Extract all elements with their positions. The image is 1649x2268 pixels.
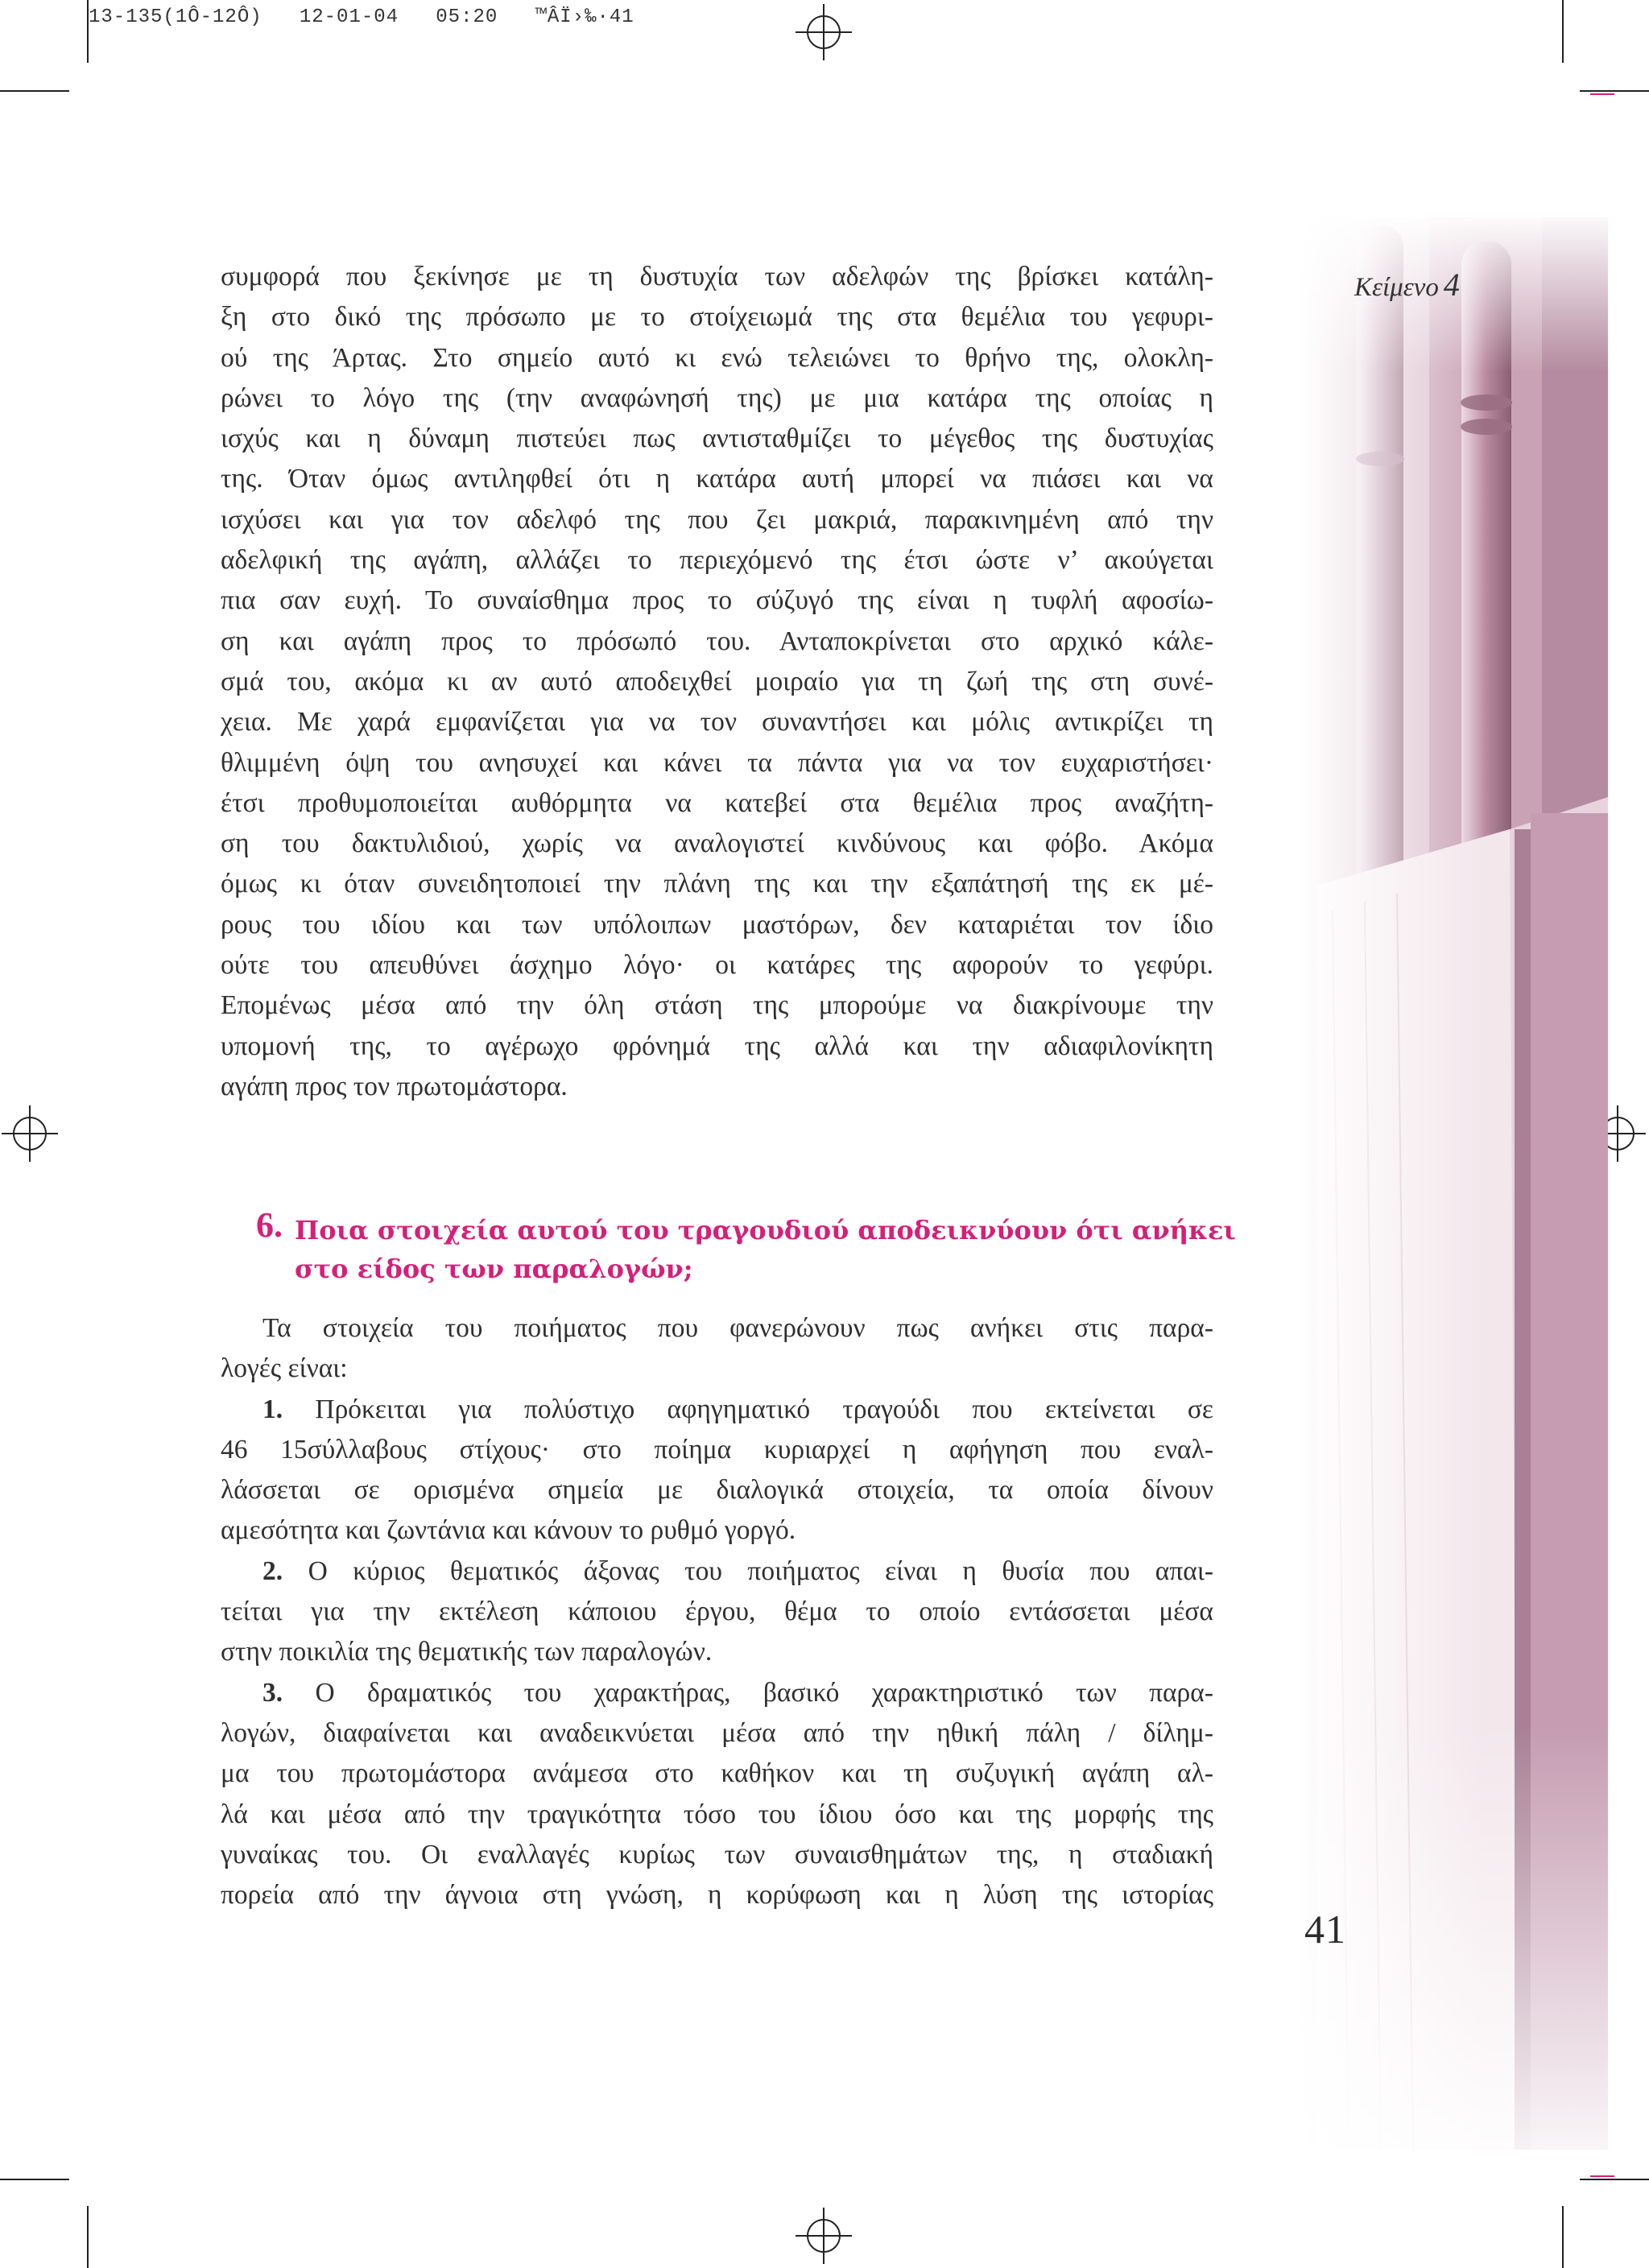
crop-mark	[1580, 90, 1649, 92]
text-line: γυναίκας του. Οι εναλλαγές κυρίως των συναισθημάτων της, η σταδιακή	[221, 1839, 1213, 1869]
crop-mark	[87, 0, 89, 63]
list-item-first-line	[221, 1390, 1213, 1430]
text-line: ρους του ιδίου και των υπόλοιπων μαστόρων, δεν καταριέται τον ίδιο	[221, 909, 1213, 940]
text-line: λά και μέσα από την τραγικότητα τόσο του ίδιου όσο και της μορφής της	[221, 1799, 1213, 1829]
chapter-label-text: Κείμενο	[1354, 273, 1439, 302]
text-line: Τα στοιχεία του ποιήματος που φανερώνουν πως ανήκει στις παρα-	[262, 1313, 1213, 1343]
text-line: ού της Άρτας. Στο σημείο αυτό κι ενώ τελειώνει το θρήνο της, ολοκλη-	[221, 342, 1213, 373]
text-line: όμως κι όταν συνειδητοποιεί την πλάνη της και την εξαπάτησή της εκ μέ-	[221, 869, 1213, 899]
text-line: τείται για την εκτέλεση κάποιου έργου, θέμα το οποίο εντάσσεται μέσα	[221, 1597, 1213, 1627]
list-item-number: 3.	[262, 1677, 283, 1708]
color-bar-mark	[1590, 93, 1614, 95]
registration-mark-icon	[796, 2208, 852, 2264]
question-heading	[256, 1205, 1236, 1288]
question-line: στο είδος των παραλογών;	[295, 1254, 693, 1284]
text-line: θλιμμένη όψη του ανησυχεί και κάνει τα πάντα για να τον ευχαριστήσει·	[221, 747, 1213, 778]
registration-mark-icon	[2, 1105, 58, 1162]
text-line: ρώνει το λόγο της (την αναφώνησή της) με μια κατάρα της οποίας η	[221, 382, 1213, 413]
text-line: ση του δακτυλιδιού, χωρίς να αναλογιστεί κινδύνους και φόβο. Ακόμα	[221, 828, 1213, 859]
body-text-block-1	[221, 257, 1213, 1107]
text-line: ση και αγάπη προς το πρόσωπό του. Ανταποκρίνεται στο αρχικό κάλε-	[221, 626, 1213, 656]
text-line: αδελφική της αγάπη, αλλάζει το περιεχόμενό της έτσι ώστε ν’ ακούγεται	[221, 545, 1213, 576]
color-bar-mark	[1590, 2175, 1614, 2177]
list-item-number: 1.	[262, 1394, 283, 1424]
crop-mark	[87, 2206, 89, 2268]
registration-mark-icon	[796, 4, 852, 60]
text-line: υπομονή της, το αγέρωχο φρόνημά της αλλά και την αδιαφιλονίκητη	[221, 1031, 1213, 1061]
decorative-books-photo	[1300, 217, 1608, 2150]
text-line: λογές είναι:	[221, 1353, 348, 1384]
crop-mark	[1562, 2206, 1564, 2268]
list-item-number: 2.	[262, 1555, 283, 1586]
text-line: 46 15σύλλαβους στίχους· στο ποίημα κυριαρχεί η αφήγηση που εναλ-	[221, 1434, 1213, 1464]
text-line: ούτε του απευθύνει άσχημο λόγο· οι κατάρες της αφορούν το γεφύρι.	[221, 950, 1213, 981]
text-line: σμά του, ακόμα κι αν αυτό αποδειχθεί μοιραίο για τη ζωή της στη συνέ-	[221, 666, 1213, 696]
text-line: ισχύς και η δύναμη πιστεύει πως αντισταθμίζει το μέγεθος της δυστυχίας	[221, 423, 1213, 454]
crop-mark	[1580, 2179, 1649, 2180]
text-line: Ο κύριος θεματικός άξονας του ποιήματος είναι η θυσία που απαι-	[283, 1555, 1213, 1586]
text-line: αμεσότητα και ζωντάνια και κάνουν το ρυθμό γοργό.	[221, 1515, 796, 1546]
text-line: αγάπη προς τον πρωτομάστορα.	[221, 1071, 568, 1101]
crop-mark	[0, 90, 69, 92]
text-line: ξη στο δικό της πρόσωπο με το στοίχειωμά της στα θεμέλια του γεφυρι-	[221, 302, 1213, 333]
list-item-first-line	[221, 1673, 1213, 1713]
list-item-first-line	[221, 1551, 1213, 1592]
text-line: χεια. Με χαρά εμφανίζεται για να τον συναντήσει και μόλις αντικρίζει τη	[221, 707, 1213, 737]
chapter-label	[1354, 266, 1460, 304]
text-line: στην ποικιλία της θεματικής των παραλογών.	[221, 1637, 713, 1667]
question-line: Ποια στοιχεία αυτού του τραγουδιού αποδεικνύουν ότι ανήκει	[295, 1215, 1236, 1246]
body-text-block-2	[221, 1308, 1213, 1915]
text-line: μα του πρωτομάστορα ανάμεσα στο καθήκον και τη συζυγική αγάπη αλ-	[221, 1758, 1213, 1789]
chapter-number: 4	[1443, 266, 1460, 303]
question-number: 6.	[256, 1205, 283, 1245]
text-line: έτσι προθυμοποιείται αυθόρμητα να κατεβεί στα θεμέλια προς αναζήτη-	[221, 787, 1213, 818]
text-line: λάσσεται σε ορισμένα σημεία με διαλογικά στοιχεία, τα οποία δίνουν	[221, 1475, 1213, 1506]
text-line: λογών, διαφαίνεται και αναδεικνύεται μέσα από την ηθική πάλη / δίλημ-	[221, 1717, 1213, 1748]
text-line: ισχύσει και για τον αδελφό της που ζει μακριά, παρακινημένη από την	[221, 504, 1213, 535]
crop-mark	[0, 2179, 69, 2180]
printer-slug: 13-135(1Ô-12Ô) 12-01-04 05:20 ™ÂÏ›‰·41	[89, 6, 634, 28]
text-line: Ο δραματικός του χαρακτήρας, βασικό χαρακτηριστικό των παρα-	[283, 1677, 1213, 1708]
text-line: πια σαν ευχή. Το συναίσθημα προς το σύζυγό της είναι η τυφλή αφοσίω-	[221, 585, 1213, 616]
text-line: Πρόκειται για πολύστιχο αφηγηματικό τραγούδι που εκτείνεται σε	[283, 1394, 1213, 1424]
text-line: συμφορά που ξεκίνησε με τη δυστυχία των αδελφών της βρίσκει κατάλη-	[221, 262, 1213, 291]
text-line: της. Όταν όμως αντιληφθεί ότι η κατάρα αυτή μπορεί να πιάσει και να	[221, 464, 1213, 494]
text-line: Επομένως μέσα από την όλη στάση της μπορούμε να διακρίνουμε την	[221, 990, 1213, 1021]
text-line: πορεία από την άγνοια στη γνώση, η κορύφωση και η λύση της ιστορίας	[221, 1880, 1213, 1911]
page-number: 41	[1304, 1907, 1346, 1952]
crop-mark	[1562, 0, 1564, 63]
